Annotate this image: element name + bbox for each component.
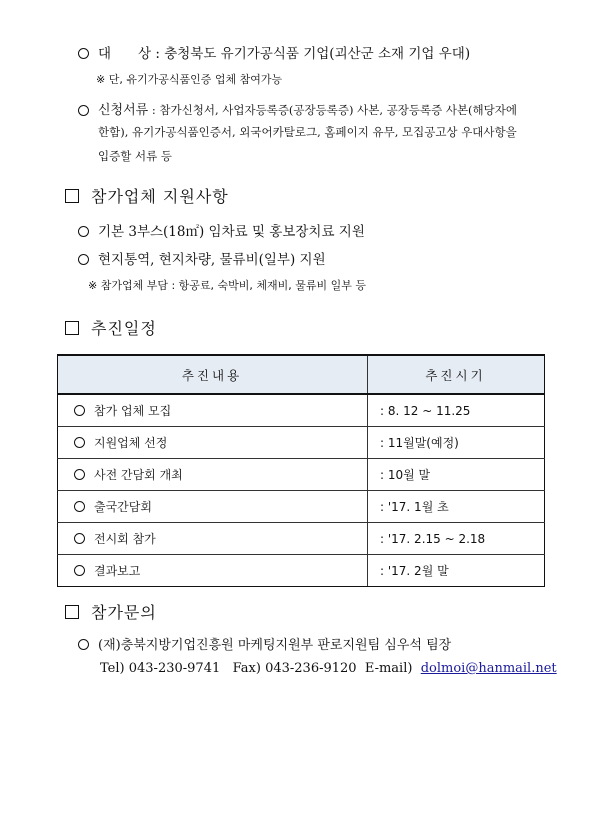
schedule-table bbox=[57, 354, 545, 587]
contact-line bbox=[100, 661, 557, 676]
docs-line-3: 입증할 서류 등 bbox=[98, 149, 172, 163]
support-item-1 bbox=[78, 220, 365, 240]
circle-bullet-icon bbox=[74, 565, 85, 576]
target-line bbox=[78, 42, 470, 62]
table-row bbox=[58, 523, 545, 555]
row-time: : '17. 1월 초 bbox=[368, 491, 545, 523]
circle-bullet-icon bbox=[74, 469, 85, 480]
circle-bullet-icon bbox=[78, 48, 89, 59]
row-item: 지원업체 선정 bbox=[94, 436, 168, 450]
table-row bbox=[58, 394, 545, 427]
circle-bullet-icon bbox=[74, 437, 85, 448]
email-link[interactable]: dolmoi@hanmail.net bbox=[420, 661, 557, 676]
schedule-heading-text: 추진일정 bbox=[91, 319, 157, 338]
target-label: 대 상 bbox=[98, 46, 152, 62]
tel-value: 043-230-9741 bbox=[128, 661, 221, 676]
row-item: 결과보고 bbox=[94, 564, 141, 578]
schedule-heading bbox=[65, 316, 157, 339]
square-bullet-icon bbox=[65, 189, 79, 203]
row-time: : 8. 12 ~ 11.25 bbox=[368, 394, 545, 427]
row-item: 사전 간담회 개최 bbox=[94, 468, 183, 482]
square-bullet-icon bbox=[65, 321, 79, 335]
email-label: E-mail) bbox=[364, 661, 413, 676]
docs-label: 신청서류 bbox=[98, 103, 149, 118]
circle-bullet-icon bbox=[78, 254, 89, 265]
circle-bullet-icon bbox=[74, 501, 85, 512]
table-row bbox=[58, 459, 545, 491]
inquiry-org-text: (재)충북지방기업진흥원 마케팅지원부 판로지원팀 심우석 팀장 bbox=[98, 638, 452, 653]
row-time: : 10월 말 bbox=[368, 459, 545, 491]
schedule-header-row bbox=[58, 355, 545, 394]
docs-line-1 bbox=[78, 99, 517, 118]
circle-bullet-icon bbox=[78, 639, 89, 650]
target-text: : 충청북도 유기가공식품 기업(괴산군 소재 기업 우대) bbox=[155, 46, 471, 62]
support-item-1-text: 기본 3부스(18㎡) 임차료 및 홍보장치료 지원 bbox=[98, 224, 365, 240]
row-time: : '17. 2월 말 bbox=[368, 555, 545, 587]
inquiry-heading bbox=[65, 600, 157, 623]
support-heading-text: 참가업체 지원사항 bbox=[91, 187, 229, 206]
circle-bullet-icon bbox=[78, 226, 89, 237]
support-note: ※ 참가업체 부담 : 항공료, 숙박비, 체재비, 물류비 일부 등 bbox=[88, 279, 367, 292]
row-item: 전시회 참가 bbox=[94, 532, 156, 546]
table-row bbox=[58, 491, 545, 523]
col-header-content: 추진내용 bbox=[58, 355, 368, 394]
table-row bbox=[58, 555, 545, 587]
square-bullet-icon bbox=[65, 605, 79, 619]
row-time: : 11월말(예정) bbox=[368, 427, 545, 459]
circle-bullet-icon bbox=[78, 105, 89, 116]
support-item-2-text: 현지통역, 현지차량, 물류비(일부) 지원 bbox=[98, 252, 326, 268]
tel-label: Tel) bbox=[100, 661, 125, 676]
docs-line-2: 한함), 유기가공식품인증서, 외국어카탈로그, 홈페이지 유무, 모집공고상 우대사항을 bbox=[98, 125, 517, 139]
row-item: 출국간담회 bbox=[94, 500, 152, 514]
row-time: : '17. 2.15 ~ 2.18 bbox=[368, 523, 545, 555]
support-heading bbox=[65, 184, 229, 207]
target-note: ※ 단, 유기가공식품인증 업체 참여가능 bbox=[96, 73, 283, 86]
docs-text-1: : 참가신청서, 사업자등록증(공장등록증) 사본, 공장등록증 사본(해당자에 bbox=[151, 103, 517, 117]
row-item: 참가 업체 모집 bbox=[94, 404, 172, 418]
fax-label: Fax) bbox=[232, 661, 261, 676]
inquiry-org bbox=[78, 634, 451, 653]
circle-bullet-icon bbox=[74, 405, 85, 416]
inquiry-heading-text: 참가문의 bbox=[91, 603, 157, 622]
table-row bbox=[58, 427, 545, 459]
circle-bullet-icon bbox=[74, 533, 85, 544]
col-header-period: 추진시기 bbox=[368, 355, 545, 394]
support-item-2 bbox=[78, 248, 326, 268]
fax-value: 043-236-9120 bbox=[265, 661, 357, 676]
